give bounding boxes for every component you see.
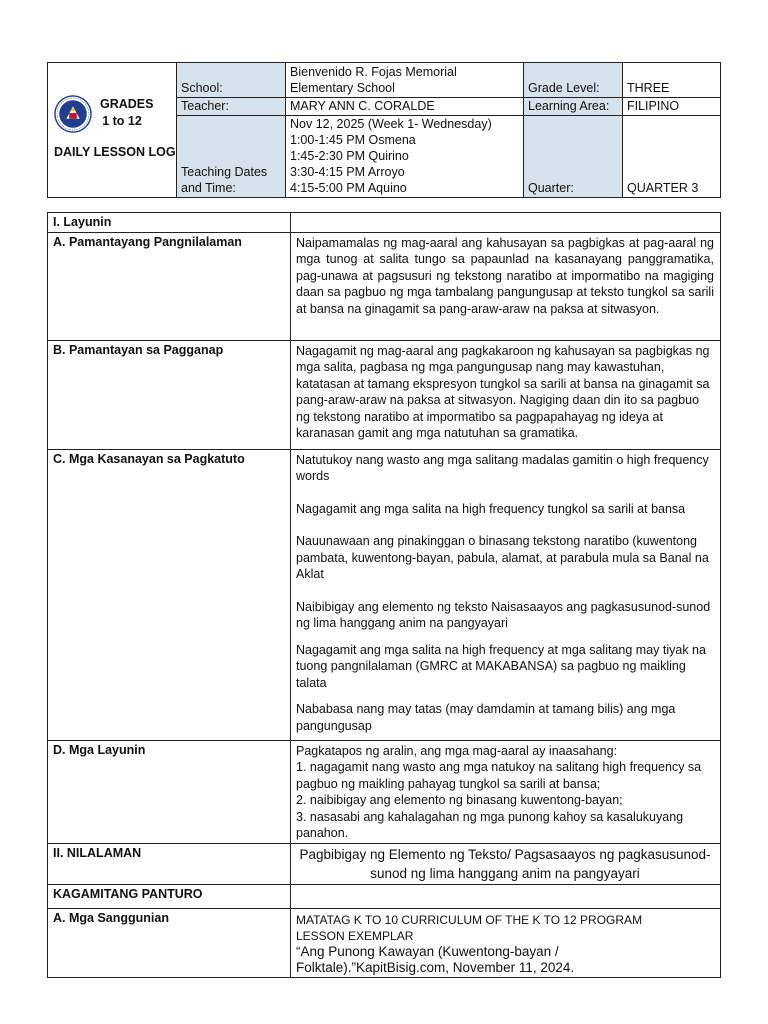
teacher-label: Teacher:	[177, 98, 286, 116]
learning-area-label: Learning Area:	[524, 98, 623, 116]
quarter-value: QUARTER 3	[623, 116, 721, 198]
kasanayan-label: C. Mga Kasanayan sa Pagkatuto	[48, 449, 291, 740]
sanggunian-citation: Folktale).”KapitBisig.com, November 11, 2024.	[296, 959, 575, 975]
school-name-line-2: Elementary School	[290, 81, 395, 95]
nilalaman-label: II. NILALAMAN	[48, 843, 291, 884]
log-title: DAILY LESSON LOG	[54, 145, 176, 159]
dates-label-line-2: and Time:	[181, 181, 236, 195]
quarter-label: Quarter:	[524, 116, 623, 198]
grade-level-value: THREE	[623, 63, 721, 98]
dates-label-line-1: Teaching Dates	[181, 165, 268, 179]
pamantayang-pangnilalaman-label: A. Pamantayang Pangnilalaman	[48, 232, 291, 340]
layunin-label: I. Layunin	[48, 213, 291, 233]
layunin-intro: Pagkatapos ng aralin, ang mga mag-aaral ay inaasahang:	[296, 743, 618, 758]
lesson-table	[47, 212, 721, 978]
grades-label: GRADES	[100, 97, 154, 111]
schedule-line: 1:45-2:30 PM Quirino	[290, 149, 409, 163]
kasanayan-list	[291, 449, 721, 740]
date-line: Nov 12, 2025 (Week 1- Wednesday)	[290, 117, 492, 131]
school-name-line-1: Bienvenido R. Fojas Memorial	[290, 65, 457, 79]
layunin-item: 1. nagagamit nang wasto ang mga natukoy na salitang high frequency sa pagbuo ng maikling pahayag tungkol sa sarili at bansa;	[296, 760, 702, 791]
layunin-item: 2. naibibigay ang elemento ng binasang kuwentong-bayan;	[296, 793, 623, 807]
kasanayan-item: Natutukoy nang wasto ang mga salitang madalas gamitin o high frequency words	[296, 452, 709, 483]
sanggunian-line: LESSON EXEMPLAR	[296, 928, 414, 943]
school-value	[286, 63, 524, 98]
kasanayan-item: Nagagamit ang mga salita na high frequency tungkol sa sarili at bansa	[296, 501, 686, 516]
kagamitan-label: KAGAMITANG PANTURO	[48, 884, 291, 908]
logo-cell	[48, 63, 177, 198]
kasanayan-item: Nauunawaan ang pinakinggan o binasang tekstong naratibo (kuwentong pambata, kuwentong-bayan, pabula, alamat, at parabula mula sa Banal na Aklat	[296, 534, 709, 581]
kasanayan-item: Nababasa nang may tatas (may damdamin at tamang bilis) ang mga pangungusap	[296, 702, 676, 733]
schedule-line: 3:30-4:15 PM Arroyo	[290, 165, 405, 179]
deped-seal-icon	[54, 95, 92, 133]
pamantayang-pangnilalaman-text: Naipamamalas ng mag-aaral ang kahusayan sa pagbigkas at pag-aaral ng mga tunog at salita tungo sa papaunlad na kasanayang panggramatika, pag-unawa at pagsusuri ng tekstong naratibo at impormatibo na magiging daan sa pagbuo ng mga tambalang pangungusap at teksto tungkol sa sarili at bansa na ginagamit sa pang-araw-araw na paksa at sitwasyon.	[291, 232, 721, 340]
dates-value	[286, 116, 524, 198]
layunin-d-label: D. Mga Layunin	[48, 740, 291, 843]
grades-range: 1 to 12	[102, 114, 142, 128]
grade-level-label: Grade Level:	[524, 63, 623, 98]
layunin-empty	[291, 213, 721, 233]
header-table	[47, 62, 721, 198]
grades-heading	[100, 96, 154, 130]
sanggunian-citation: “Ang Punong Kawayan (Kuwentong-bayan /	[296, 943, 559, 959]
teacher-value: MARY ANN C. CORALDE	[286, 98, 524, 116]
pamantayan-pagganap-text: Nagagamit ng mag-aaral ang pagkakaroon ng kahusayan sa pagbigkas ng mga salita, pagbasa ng mga pangungusap nang may kawastuhan, katatasan at tamang ekspresyon tungkol sa sarili at bansa na ginagamit sa pang-araw-araw na paksa at sitwasyon. Nagiging daan din ito sa pagbuo ng tekstong naratibo at impormatibo sa pagpapahayag ng ideya at karanasan gamit ang mga natutuhan sa gramatika.	[291, 340, 721, 449]
sanggunian-label: A. Mga Sanggunian	[48, 908, 291, 977]
pamantayan-pagganap-label: B. Pamantayan sa Pagganap	[48, 340, 291, 449]
layunin-item: 3. nasasabi ang kahalagahan ng mga punong kahoy sa kasalukuyang panahon.	[296, 809, 684, 840]
sanggunian-text	[291, 908, 721, 977]
learning-area-value: FILIPINO	[623, 98, 721, 116]
nilalaman-text: Pagbibigay ng Elemento ng Teksto/ Pagsasaayos ng pagkasusunod- sunod ng lima hanggang anim na pangyayari	[291, 843, 721, 884]
kasanayan-item: Nagagamit ang mga salita na high frequency at mga salitang may tiyak na tuong pangnilalaman (GMRC at MAKABANSA) sa pagbuo ng maikling talata	[296, 642, 706, 690]
schedule-line: 1:00-1:45 PM Osmena	[290, 133, 416, 147]
kagamitan-empty	[291, 884, 721, 908]
layunin-d-text	[291, 740, 721, 843]
kasanayan-item: Naibibigay ang elemento ng teksto Naisasaayos ang pagkasusunod-sunod ng lima hanggang anim na pangyayari	[296, 599, 711, 630]
school-label: School:	[177, 63, 286, 98]
sanggunian-line: MATATAG K TO 10 CURRICULUM OF THE K TO 12 PROGRAM	[296, 912, 643, 927]
dates-label	[177, 116, 286, 198]
schedule-line: 4:15-5:00 PM Aquino	[290, 181, 407, 195]
